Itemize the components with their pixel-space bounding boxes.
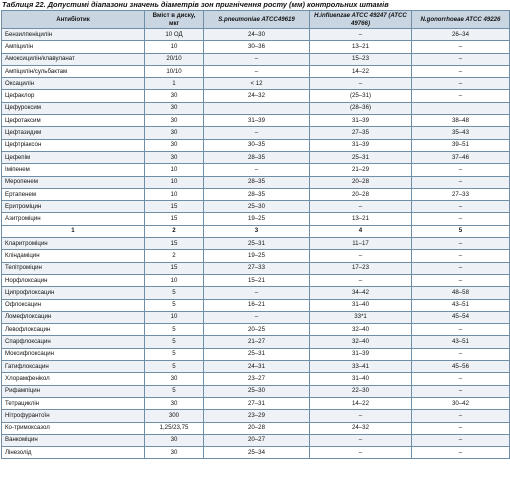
s-pneumoniae-cell: 25–34	[204, 447, 310, 459]
table-row	[2, 115, 510, 127]
s-pneumoniae-cell: 19–25	[204, 213, 310, 225]
disk-content-cell: 5	[145, 348, 204, 360]
header-row	[2, 11, 510, 29]
h-influenzae-cell: 31–40	[310, 299, 412, 311]
table-row	[2, 151, 510, 163]
h-influenzae-cell: –	[310, 434, 412, 446]
h-influenzae-cell: 20–28	[310, 176, 412, 188]
column-number-row	[2, 225, 510, 237]
n-gonorrhoeae-cell	[412, 102, 510, 114]
disk-content-cell: 20/10	[145, 53, 204, 65]
disk-content-cell: 30	[145, 151, 204, 163]
disk-content-cell: 30	[145, 115, 204, 127]
h-influenzae-cell: 21–29	[310, 164, 412, 176]
s-pneumoniae-cell: 28–35	[204, 176, 310, 188]
antibiotic-cell: Норфлоксацин	[2, 274, 145, 286]
column-number: 3	[204, 225, 310, 237]
antibiotic-cell: Цефепім	[2, 151, 145, 163]
column-number: 2	[145, 225, 204, 237]
table-row	[2, 274, 510, 286]
n-gonorrhoeae-cell: –	[412, 262, 510, 274]
h-influenzae-cell: 33–41	[310, 361, 412, 373]
s-pneumoniae-cell: 20–28	[204, 422, 310, 434]
disk-content-cell: 30	[145, 139, 204, 151]
table-row	[2, 348, 510, 360]
s-pneumoniae-cell: 23–27	[204, 373, 310, 385]
disk-content-cell: 30	[145, 397, 204, 409]
s-pneumoniae-cell: 19–25	[204, 250, 310, 262]
table-row	[2, 397, 510, 409]
disk-content-cell: 30	[145, 447, 204, 459]
disk-content-cell: 5	[145, 299, 204, 311]
s-pneumoniae-cell: 31–39	[204, 115, 310, 127]
disk-content-cell: 15	[145, 262, 204, 274]
s-pneumoniae-cell: 25–30	[204, 385, 310, 397]
table-caption: Таблиця 22. Допустимі діапазони значень діаметрів зон пригнічення росту (мм) контрольних штамів	[2, 0, 389, 9]
table-row	[2, 53, 510, 65]
antibiotic-cell: Бензилпеніцилін	[2, 29, 145, 41]
h-influenzae-cell: 17–23	[310, 262, 412, 274]
n-gonorrhoeae-cell: –	[412, 250, 510, 262]
antibiotic-cell: Лінезолід	[2, 447, 145, 459]
s-pneumoniae-cell: 23–29	[204, 410, 310, 422]
antibiotic-cell: Іміпенем	[2, 164, 145, 176]
disk-content-cell: 10/10	[145, 65, 204, 77]
s-pneumoniae-cell: –	[204, 53, 310, 65]
antibiotic-cell: Моксифлоксацин	[2, 348, 145, 360]
antibiotic-cell: Ломефлоксацин	[2, 311, 145, 323]
n-gonorrhoeae-cell: 38–48	[412, 115, 510, 127]
antibiotic-cell: Оксацилін	[2, 78, 145, 90]
h-influenzae-cell: –	[310, 78, 412, 90]
h-influenzae-cell: 20–28	[310, 188, 412, 200]
antibiotic-cell: Цефтріаксон	[2, 139, 145, 151]
s-pneumoniae-cell: 28–35	[204, 151, 310, 163]
n-gonorrhoeae-cell: –	[412, 385, 510, 397]
n-gonorrhoeae-cell: –	[412, 201, 510, 213]
antibiotic-cell: Кларитроміцин	[2, 238, 145, 250]
antibiotic-cell: Тетрациклін	[2, 397, 145, 409]
n-gonorrhoeae-cell: –	[412, 176, 510, 188]
h-influenzae-cell: 31–40	[310, 373, 412, 385]
h-influenzae-cell: 24–32	[310, 422, 412, 434]
s-pneumoniae-cell: 28–35	[204, 188, 310, 200]
h-influenzae-cell: 13–21	[310, 41, 412, 53]
table-row	[2, 447, 510, 459]
n-gonorrhoeae-cell: –	[412, 324, 510, 336]
s-pneumoniae-cell: 27–33	[204, 262, 310, 274]
antibiotic-cell: Цефаклор	[2, 90, 145, 102]
h-influenzae-cell: –	[310, 250, 412, 262]
column-number: 4	[310, 225, 412, 237]
s-pneumoniae-cell: < 12	[204, 78, 310, 90]
antibiotic-cell: Цефтазидим	[2, 127, 145, 139]
antibiotic-cell: Ампіцилін	[2, 41, 145, 53]
table-row	[2, 176, 510, 188]
s-pneumoniae-cell: –	[204, 164, 310, 176]
h-influenzae-cell: 13–21	[310, 213, 412, 225]
antibiotic-cell: Ко-тримоксазол	[2, 422, 145, 434]
table-row	[2, 311, 510, 323]
antibiotic-cell: Ципрофлоксацин	[2, 287, 145, 299]
antibiotic-cell: Меропенем	[2, 176, 145, 188]
s-pneumoniae-cell	[204, 102, 310, 114]
s-pneumoniae-cell: 21–27	[204, 336, 310, 348]
s-pneumoniae-cell: –	[204, 65, 310, 77]
n-gonorrhoeae-cell: –	[412, 373, 510, 385]
table-row	[2, 238, 510, 250]
antibiotic-cell: Рифампіцин	[2, 385, 145, 397]
disk-content-cell: 5	[145, 361, 204, 373]
s-pneumoniae-cell: 20–25	[204, 324, 310, 336]
disk-content-cell: 30	[145, 127, 204, 139]
antibiotic-cell: Кліндаміцин	[2, 250, 145, 262]
h-influenzae-cell: 25–31	[310, 151, 412, 163]
table-row	[2, 41, 510, 53]
disk-content-cell: 10	[145, 274, 204, 286]
disk-content-cell: 30	[145, 434, 204, 446]
n-gonorrhoeae-cell: 37–46	[412, 151, 510, 163]
table-row	[2, 262, 510, 274]
h-influenzae-cell: 33*1	[310, 311, 412, 323]
table-row	[2, 139, 510, 151]
h-influenzae-cell: –	[310, 447, 412, 459]
h-influenzae-cell: 11–17	[310, 238, 412, 250]
antibiotic-cell: Нітрофурантоїн	[2, 410, 145, 422]
h-influenzae-cell: –	[310, 29, 412, 41]
n-gonorrhoeae-cell: 45–56	[412, 361, 510, 373]
s-pneumoniae-cell: –	[204, 311, 310, 323]
h-influenzae-cell: 31–39	[310, 115, 412, 127]
h-influenzae-cell: 14–22	[310, 65, 412, 77]
table-row	[2, 102, 510, 114]
h-influenzae-cell: 31–39	[310, 139, 412, 151]
n-gonorrhoeae-cell: –	[412, 53, 510, 65]
table-row	[2, 201, 510, 213]
n-gonorrhoeae-cell: 39–51	[412, 139, 510, 151]
disk-content-cell: 10	[145, 188, 204, 200]
h-influenzae-cell: 32–40	[310, 336, 412, 348]
n-gonorrhoeae-cell: –	[412, 164, 510, 176]
col-header-n-gonorrhoeae: N.gonorrhoeae ATCC 49226	[412, 11, 510, 29]
s-pneumoniae-cell: 24–30	[204, 29, 310, 41]
antibiotic-cell: Левофлоксацин	[2, 324, 145, 336]
antibiotic-cell: Цефуроксим	[2, 102, 145, 114]
disk-content-cell: 10	[145, 176, 204, 188]
disk-content-cell: 10	[145, 311, 204, 323]
n-gonorrhoeae-cell: –	[412, 65, 510, 77]
n-gonorrhoeae-cell: –	[412, 90, 510, 102]
n-gonorrhoeae-cell: 48–58	[412, 287, 510, 299]
table-row	[2, 336, 510, 348]
antibiotic-cell: Еритроміцин	[2, 201, 145, 213]
column-number: 5	[412, 225, 510, 237]
antibiotic-cell: Ампіцилін/сульбактам	[2, 65, 145, 77]
s-pneumoniae-cell: 27–31	[204, 397, 310, 409]
s-pneumoniae-cell: –	[204, 287, 310, 299]
col-header-disk-content: Вміст в диску, мкг	[145, 11, 204, 29]
control-strains-table	[1, 10, 510, 459]
n-gonorrhoeae-cell: 30–42	[412, 397, 510, 409]
n-gonorrhoeae-cell: –	[412, 348, 510, 360]
table-row	[2, 361, 510, 373]
h-influenzae-cell: –	[310, 201, 412, 213]
table-row	[2, 164, 510, 176]
table-row	[2, 29, 510, 41]
disk-content-cell: 30	[145, 373, 204, 385]
n-gonorrhoeae-cell: 43–51	[412, 299, 510, 311]
antibiotic-cell: Амоксицилін/клавуланат	[2, 53, 145, 65]
n-gonorrhoeae-cell: 35–43	[412, 127, 510, 139]
disk-content-cell: 10	[145, 164, 204, 176]
n-gonorrhoeae-cell: 45–54	[412, 311, 510, 323]
disk-content-cell: 5	[145, 385, 204, 397]
n-gonorrhoeae-cell: –	[412, 274, 510, 286]
h-influenzae-cell: 27–35	[310, 127, 412, 139]
h-influenzae-cell: 34–42	[310, 287, 412, 299]
n-gonorrhoeae-cell: –	[412, 410, 510, 422]
n-gonorrhoeae-cell: –	[412, 238, 510, 250]
disk-content-cell: 10	[145, 41, 204, 53]
h-influenzae-cell: 15–23	[310, 53, 412, 65]
table-row	[2, 410, 510, 422]
disk-content-cell: 2	[145, 250, 204, 262]
disk-content-cell: 15	[145, 238, 204, 250]
n-gonorrhoeae-cell: –	[412, 41, 510, 53]
disk-content-cell: 15	[145, 213, 204, 225]
table-row	[2, 65, 510, 77]
s-pneumoniae-cell: 25–31	[204, 238, 310, 250]
h-influenzae-cell: 31–39	[310, 348, 412, 360]
h-influenzae-cell: –	[310, 274, 412, 286]
s-pneumoniae-cell: 24–32	[204, 90, 310, 102]
s-pneumoniae-cell: 25–30	[204, 201, 310, 213]
h-influenzae-cell: –	[310, 410, 412, 422]
antibiotic-cell: Азитроміцин	[2, 213, 145, 225]
n-gonorrhoeae-cell: –	[412, 434, 510, 446]
antibiotic-cell: Цефотаксим	[2, 115, 145, 127]
n-gonorrhoeae-cell: 26–34	[412, 29, 510, 41]
n-gonorrhoeae-cell: –	[412, 447, 510, 459]
table-row	[2, 250, 510, 262]
antibiotic-cell: Ванкоміцин	[2, 434, 145, 446]
table-row	[2, 287, 510, 299]
antibiotic-cell: Спарфлоксацин	[2, 336, 145, 348]
table-row	[2, 422, 510, 434]
s-pneumoniae-cell: 30–36	[204, 41, 310, 53]
disk-content-cell: 5	[145, 336, 204, 348]
antibiotic-cell: Телітроміцин	[2, 262, 145, 274]
h-influenzae-cell: 14–22	[310, 397, 412, 409]
table-row	[2, 127, 510, 139]
n-gonorrhoeae-cell: –	[412, 213, 510, 225]
n-gonorrhoeae-cell: –	[412, 422, 510, 434]
s-pneumoniae-cell: 20–27	[204, 434, 310, 446]
col-header-h-influenzae: H.influenzae ATCC 49247 (ATCC 49766)	[310, 11, 412, 29]
col-header-s-pneumoniae: S.pneumoniae ATCC49619	[204, 11, 310, 29]
antibiotic-cell: Офлоксацин	[2, 299, 145, 311]
disk-content-cell: 1,25/23,75	[145, 422, 204, 434]
table-row	[2, 324, 510, 336]
table-row	[2, 78, 510, 90]
table-row	[2, 213, 510, 225]
disk-content-cell: 5	[145, 324, 204, 336]
disk-content-cell: 30	[145, 102, 204, 114]
col-header-antibiotic: Антибіотик	[2, 11, 145, 29]
s-pneumoniae-cell: 15–21	[204, 274, 310, 286]
table-row	[2, 434, 510, 446]
antibiotic-cell: Хлорамфенікол	[2, 373, 145, 385]
s-pneumoniae-cell: 24–31	[204, 361, 310, 373]
disk-content-cell: 15	[145, 201, 204, 213]
table-row	[2, 90, 510, 102]
h-influenzae-cell: (28–36)	[310, 102, 412, 114]
table-row	[2, 373, 510, 385]
disk-content-cell: 1	[145, 78, 204, 90]
antibiotic-cell: Ертапенем	[2, 188, 145, 200]
disk-content-cell: 300	[145, 410, 204, 422]
h-influenzae-cell: 22–30	[310, 385, 412, 397]
table-row	[2, 299, 510, 311]
h-influenzae-cell: 32–40	[310, 324, 412, 336]
s-pneumoniae-cell: 30–35	[204, 139, 310, 151]
antibiotic-cell: Гатифлоксацин	[2, 361, 145, 373]
column-number: 1	[2, 225, 145, 237]
disk-content-cell: 5	[145, 287, 204, 299]
n-gonorrhoeae-cell: 43–51	[412, 336, 510, 348]
n-gonorrhoeae-cell: 27–33	[412, 188, 510, 200]
disk-content-cell: 10 ОД	[145, 29, 204, 41]
table-row	[2, 188, 510, 200]
s-pneumoniae-cell: 16–21	[204, 299, 310, 311]
n-gonorrhoeae-cell: –	[412, 78, 510, 90]
h-influenzae-cell: (25–31)	[310, 90, 412, 102]
s-pneumoniae-cell: 25–31	[204, 348, 310, 360]
table-row	[2, 385, 510, 397]
disk-content-cell: 30	[145, 90, 204, 102]
s-pneumoniae-cell: –	[204, 127, 310, 139]
